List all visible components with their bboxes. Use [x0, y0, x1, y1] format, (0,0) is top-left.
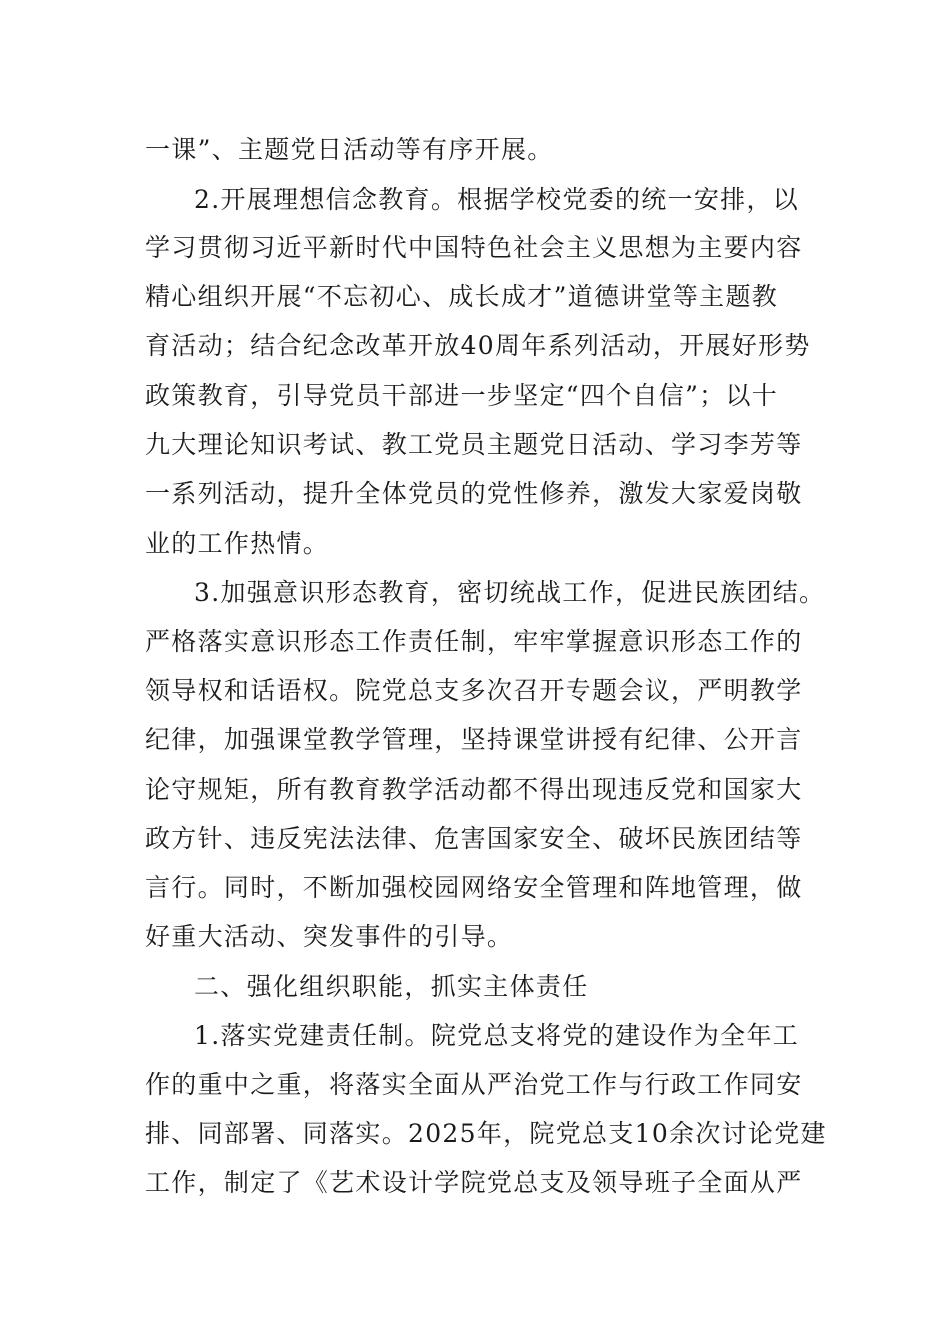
- text-line: 育活动；结合纪念改革开放40周年系列活动，开展好形势: [145, 331, 811, 360]
- text-line: 工作，制定了《艺术设计学院党总支及领导班子全面从严: [145, 1168, 803, 1197]
- section-heading: 二、强化组织职能，抓实主体责任: [194, 972, 589, 1001]
- text-line: 精心组织开展“不忘初心、成长成才”道德讲堂等主题教: [145, 282, 779, 311]
- text-line: 九大理论知识考试、教工党员主题党日活动、学习李芳等: [145, 430, 803, 459]
- text-line: 排、同部署、同落实。2025年，院党总支10余次讨论党建: [145, 1119, 827, 1148]
- text-line: 政策教育，引导党员干部进一步坚定“四个自信”；以十: [145, 381, 779, 410]
- text-line: 严格落实意识形态工作责任制，牢牢掌握意识形态工作的: [145, 627, 803, 656]
- text-line: 1.落实党建责任制。院党总支将党的建设作为全年工: [194, 1021, 800, 1050]
- text-line: 领导权和话语权。院党总支多次召开专题会议，严明教学: [145, 676, 803, 705]
- text-line: 好重大活动、突发事件的引导。: [145, 922, 514, 951]
- text-line: 论守规矩，所有教育教学活动都不得出现违反党和国家大: [145, 775, 803, 804]
- text-line: 言行。同时，不断加强校园网络安全管理和阵地管理，做: [145, 873, 803, 902]
- text-line: 业的工作热情。: [145, 529, 330, 558]
- text-line: 政方针、违反宪法法律、危害国家安全、破坏民族团结等: [145, 824, 803, 853]
- text-line: 一系列活动，提升全体党员的党性修养，激发大家爱岗敬: [145, 479, 803, 508]
- text-line: 纪律，加强课堂教学管理，坚持课堂讲授有纪律、公开言: [145, 725, 803, 754]
- text-line: 2.开展理想信念教育。根据学校党委的统一安排，以: [194, 185, 800, 214]
- text-line: 学习贯彻习近平新时代中国特色社会主义思想为主要内容: [145, 233, 803, 262]
- text-line: 一课”、主题党日活动等有序开展。: [145, 135, 554, 164]
- text-line: 3.加强意识形态教育，密切统战工作，促进民族团结。: [194, 578, 826, 607]
- text-line: 作的重中之重，将落实全面从严治党工作与行政工作同安: [145, 1070, 803, 1099]
